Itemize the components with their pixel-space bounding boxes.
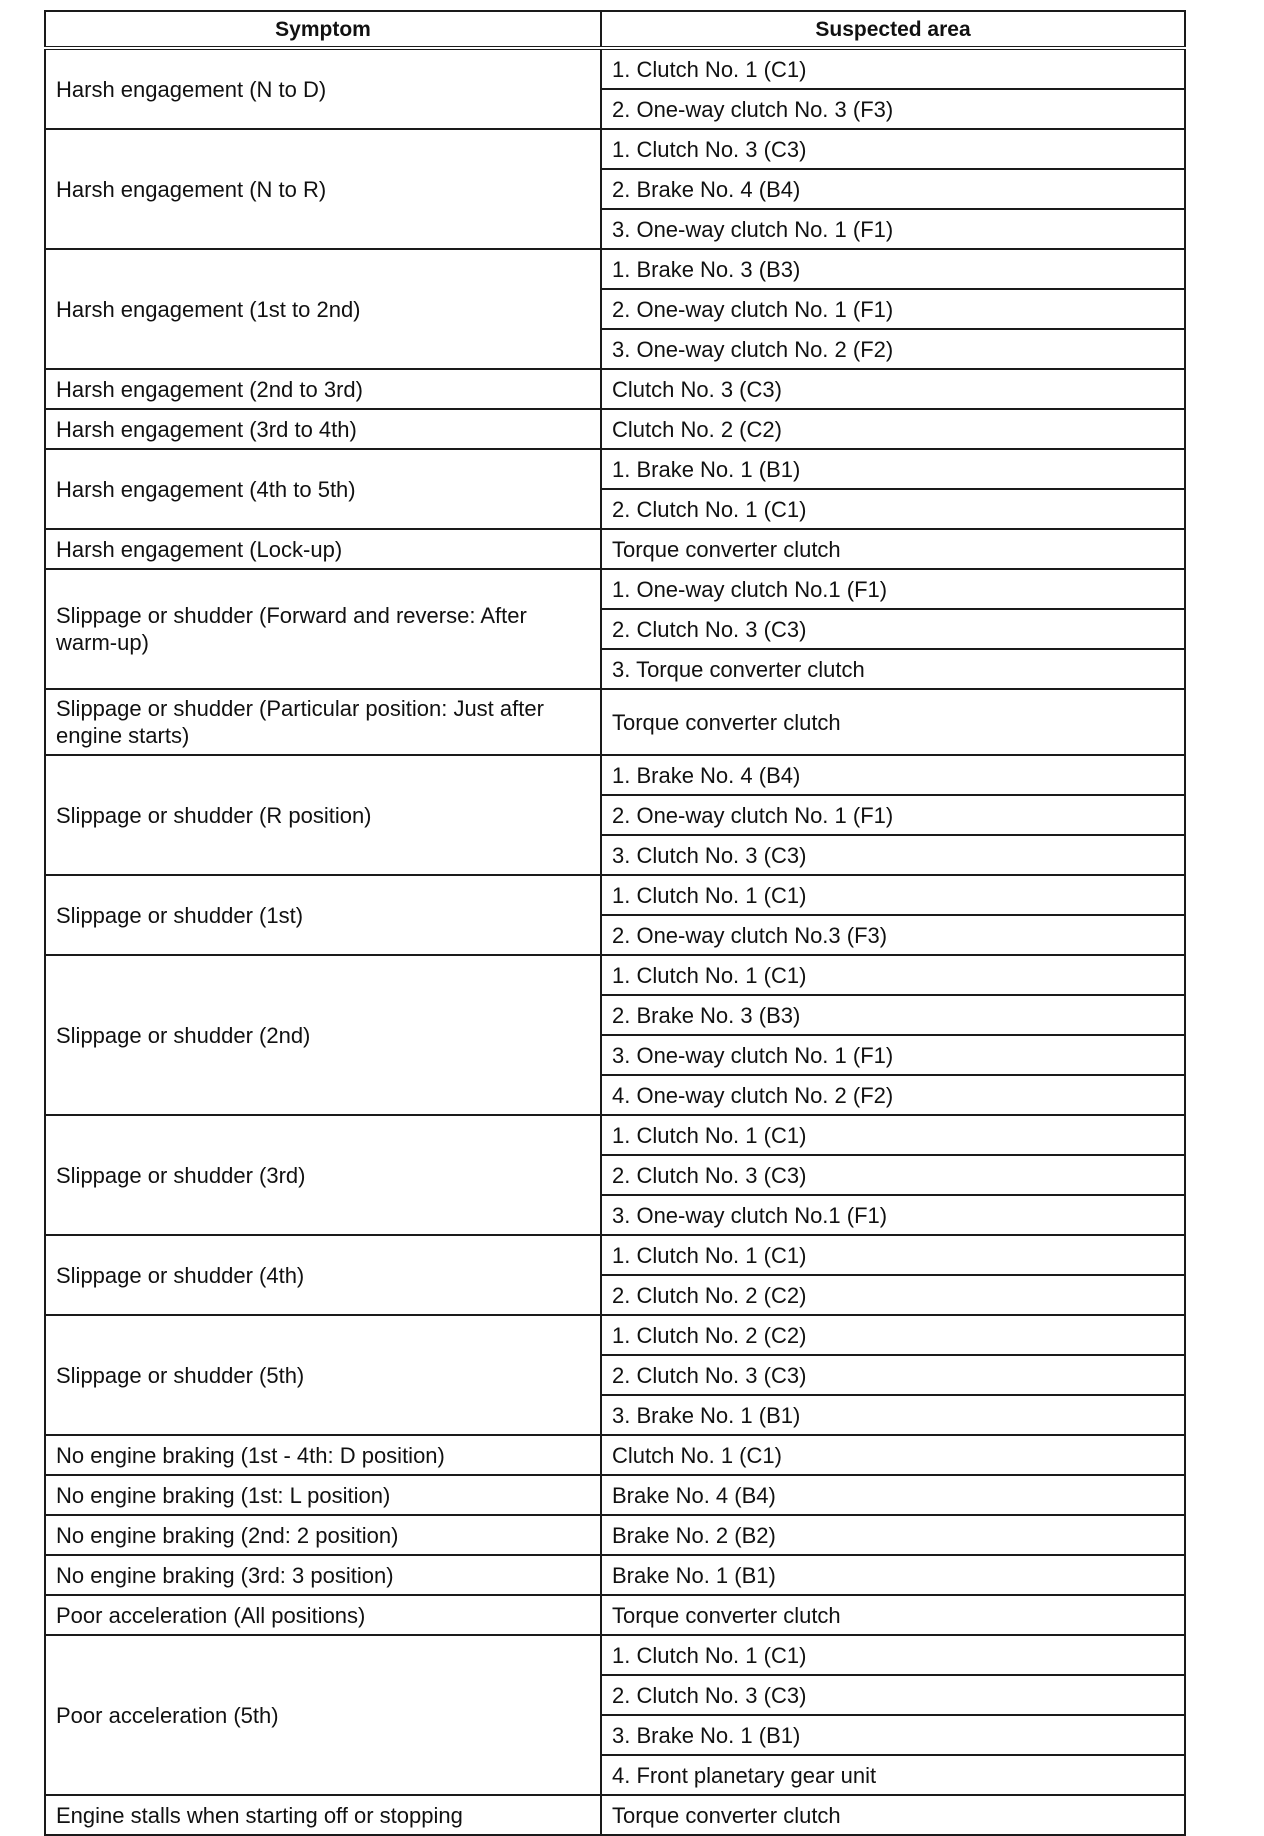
symptom-column-header: Symptom <box>45 11 601 48</box>
table-row <box>45 1795 1185 1835</box>
symptom-cell: No engine braking (3rd: 3 position) <box>45 1555 601 1595</box>
table-row <box>45 1635 1185 1675</box>
table-row <box>45 449 1185 489</box>
suspected-area-cell: Clutch No. 1 (C1) <box>601 1435 1185 1475</box>
table-row <box>45 1235 1185 1275</box>
suspected-area-cell: 4. Front planetary gear unit <box>601 1755 1185 1795</box>
table-row <box>45 955 1185 995</box>
suspected-area-cell: Brake No. 1 (B1) <box>601 1555 1185 1595</box>
table-row <box>45 1315 1185 1355</box>
symptom-cell: Slippage or shudder (3rd) <box>45 1115 601 1235</box>
symptom-cell: Harsh engagement (Lock-up) <box>45 529 601 569</box>
suspected-area-cell: 4. One-way clutch No. 2 (F2) <box>601 1075 1185 1115</box>
table-row <box>45 1475 1185 1515</box>
suspected-area-cell: 1. One-way clutch No.1 (F1) <box>601 569 1185 609</box>
suspected-area-cell: 3. One-way clutch No. 2 (F2) <box>601 329 1185 369</box>
table-body <box>45 48 1185 1835</box>
suspected-area-cell: 2. One-way clutch No. 1 (F1) <box>601 289 1185 329</box>
symptom-table <box>44 10 1186 1836</box>
suspected-area-cell: 3. One-way clutch No.1 (F1) <box>601 1195 1185 1235</box>
table-row <box>45 1555 1185 1595</box>
symptom-cell: Slippage or shudder (4th) <box>45 1235 601 1315</box>
symptom-cell: No engine braking (2nd: 2 position) <box>45 1515 601 1555</box>
suspected-area-cell: 3. One-way clutch No. 1 (F1) <box>601 209 1185 249</box>
suspected-area-cell: 3. Torque converter clutch <box>601 649 1185 689</box>
symptom-cell: Harsh engagement (N to R) <box>45 129 601 249</box>
suspected-area-cell: 1. Brake No. 3 (B3) <box>601 249 1185 289</box>
symptom-cell: Slippage or shudder (Particular position: Just after engine starts) <box>45 689 601 755</box>
symptom-cell: Slippage or shudder (1st) <box>45 875 601 955</box>
symptom-cell: Harsh engagement (4th to 5th) <box>45 449 601 529</box>
table-row <box>45 48 1185 89</box>
table-row <box>45 755 1185 795</box>
suspected-area-cell: 2. Clutch No. 3 (C3) <box>601 1355 1185 1395</box>
suspected-area-cell: 2. One-way clutch No. 1 (F1) <box>601 795 1185 835</box>
table-row <box>45 1515 1185 1555</box>
suspected-area-cell: 1. Clutch No. 3 (C3) <box>601 129 1185 169</box>
suspected-area-cell: 1. Clutch No. 1 (C1) <box>601 1235 1185 1275</box>
table-row <box>45 369 1185 409</box>
suspected-area-cell: 2. Brake No. 4 (B4) <box>601 169 1185 209</box>
suspected-area-cell: 2. Clutch No. 3 (C3) <box>601 609 1185 649</box>
symptom-cell: Slippage or shudder (5th) <box>45 1315 601 1435</box>
suspected-area-cell: 2. Clutch No. 2 (C2) <box>601 1275 1185 1315</box>
symptom-cell: Harsh engagement (3rd to 4th) <box>45 409 601 449</box>
suspected-area-cell: Brake No. 4 (B4) <box>601 1475 1185 1515</box>
suspected-area-cell: 1. Clutch No. 1 (C1) <box>601 1115 1185 1155</box>
suspected-area-cell: 2. Clutch No. 3 (C3) <box>601 1155 1185 1195</box>
symptom-cell: Harsh engagement (N to D) <box>45 48 601 129</box>
suspected-area-cell: 3. Clutch No. 3 (C3) <box>601 835 1185 875</box>
symptom-cell: Harsh engagement (1st to 2nd) <box>45 249 601 369</box>
symptom-cell: Slippage or shudder (R position) <box>45 755 601 875</box>
table-row <box>45 129 1185 169</box>
symptom-cell: Harsh engagement (2nd to 3rd) <box>45 369 601 409</box>
suspected-area-cell: Clutch No. 3 (C3) <box>601 369 1185 409</box>
suspected-area-cell: 3. One-way clutch No. 1 (F1) <box>601 1035 1185 1075</box>
header-row <box>45 11 1185 48</box>
symptom-cell: Engine stalls when starting off or stopping <box>45 1795 601 1835</box>
suspected-area-cell: Torque converter clutch <box>601 529 1185 569</box>
symptom-cell: Poor acceleration (5th) <box>45 1635 601 1795</box>
table-row <box>45 1115 1185 1155</box>
symptom-cell: Poor acceleration (All positions) <box>45 1595 601 1635</box>
suspected-area-cell: 1. Clutch No. 1 (C1) <box>601 875 1185 915</box>
suspected-area-cell: 2. Brake No. 3 (B3) <box>601 995 1185 1035</box>
suspected-area-cell: 1. Clutch No. 2 (C2) <box>601 1315 1185 1355</box>
troubleshooting-table-container <box>44 10 1184 1836</box>
suspected-area-cell: Brake No. 2 (B2) <box>601 1515 1185 1555</box>
table-row <box>45 689 1185 755</box>
suspected-area-cell: 1. Brake No. 1 (B1) <box>601 449 1185 489</box>
suspected-area-column-header: Suspected area <box>601 11 1185 48</box>
suspected-area-cell: 3. Brake No. 1 (B1) <box>601 1715 1185 1755</box>
table-row <box>45 249 1185 289</box>
suspected-area-cell: 1. Clutch No. 1 (C1) <box>601 1635 1185 1675</box>
suspected-area-cell: Torque converter clutch <box>601 1795 1185 1835</box>
suspected-area-cell: 2. One-way clutch No.3 (F3) <box>601 915 1185 955</box>
symptom-cell: Slippage or shudder (2nd) <box>45 955 601 1115</box>
suspected-area-cell: 1. Brake No. 4 (B4) <box>601 755 1185 795</box>
suspected-area-cell: 2. Clutch No. 1 (C1) <box>601 489 1185 529</box>
suspected-area-cell: 1. Clutch No. 1 (C1) <box>601 955 1185 995</box>
table-row <box>45 569 1185 609</box>
symptom-cell: No engine braking (1st: L position) <box>45 1475 601 1515</box>
table-row <box>45 409 1185 449</box>
table-row <box>45 875 1185 915</box>
table-row <box>45 1435 1185 1475</box>
suspected-area-cell: 2. One-way clutch No. 3 (F3) <box>601 89 1185 129</box>
table-header <box>45 11 1185 48</box>
symptom-cell: Slippage or shudder (Forward and reverse: After warm-up) <box>45 569 601 689</box>
suspected-area-cell: 3. Brake No. 1 (B1) <box>601 1395 1185 1435</box>
suspected-area-cell: Torque converter clutch <box>601 689 1185 755</box>
table-row <box>45 1595 1185 1635</box>
table-row <box>45 529 1185 569</box>
suspected-area-cell: 2. Clutch No. 3 (C3) <box>601 1675 1185 1715</box>
symptom-cell: No engine braking (1st - 4th: D position) <box>45 1435 601 1475</box>
suspected-area-cell: Torque converter clutch <box>601 1595 1185 1635</box>
suspected-area-cell: Clutch No. 2 (C2) <box>601 409 1185 449</box>
suspected-area-cell: 1. Clutch No. 1 (C1) <box>601 48 1185 89</box>
